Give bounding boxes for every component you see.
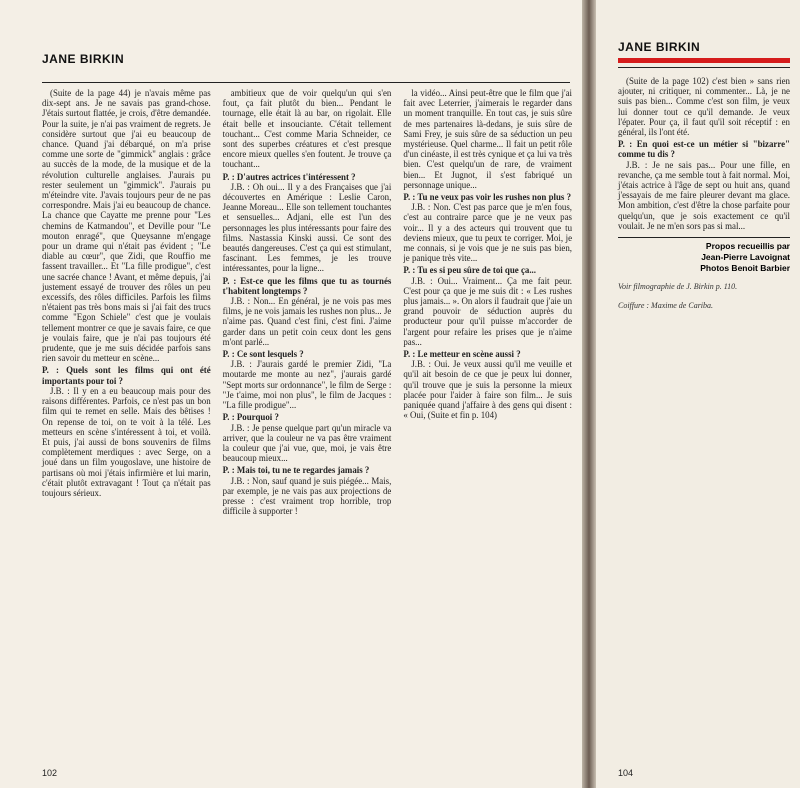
book-spine (582, 0, 596, 788)
question: P. : Ce sont lesquels ? (222, 349, 304, 360)
page-number: 102 (42, 768, 58, 778)
paragraph: ambitieux que de voir quelqu'un qui s'en fout, ça fait plutôt du bien... Pendant le tournage, elle était là au bar, on rigolait. Elle était belle et insouciante. C'était tellement touchant... C'est comme Maria Schneider, ce sont des superbes créatures et c'est presque encore mieux quelles s'en foutent. Je trouve ça touchant... (222, 88, 392, 170)
paragraph: J.B. : Oh oui... Il y a des Françaises que j'ai découvertes en Amérique : Leslie Caron, Jeanne Moreau... Elle son tellement touchantes et sensuelles... Adjani, elle est l'un des personnages les plus intéressants pour faire des films. Nastassia Kinski aussi. Ce sont des beautés dangereuses. C'est ça qui est stimulant, fascinant. Les femmes, je les trouve intéressantes, pour la ligne... (222, 181, 392, 274)
red-accent-bar (618, 58, 790, 63)
paragraph: la vidéo... Ainsi peut-être que le film que j'ai fait avec Leterrier, j'aimerais le regarder dans un moment tranquille. En tout cas, je suis sûre de mes partenaires là-dedans, je suis sûre de Sami Frey, je suis sûre de sa séduction un peu mystérieuse. Quel charme... Il fait un petit rôle d'un cinéaste, il est très cynique et ça lui va très bien. C'est quelqu'un de rare, de vraiment bien... Et Jugnot, il s'est fabriqué un personnage unique... (403, 88, 573, 190)
credits (618, 237, 790, 274)
paragraph: J.B. : Oui... Vraiment... Ça me fait peur. C'est pour ça que je me suis dit : « Les rushes plus jamais... ». On alors il faudrait que j'aie un grand pouvoir de séduction auprès du producteur pour qu'il puisse m'accorder de l'argent pour refaire les prises que je n'aime pas... (403, 275, 573, 347)
page-header: JANE BIRKIN (42, 52, 125, 66)
column-3 (403, 88, 572, 516)
credits-line: Propos recueillis par (705, 241, 790, 252)
question: P. : D'autres actrices t'intéressent ? (222, 171, 356, 182)
paragraph: J.B. : Je ne sais pas... Pour une fille, en revanche, ça me semble tout à fait normal. Moi, j'étais actrice à l'âge de sept ou huit ans, quand j'essayais de me faire pleurer devant ma glace. Mon ambition, c'est d'être la chose parfaite pour quelqu'un, que je sois exactement ce qu'il voulait. Je ne m'en sors pas si mal... (618, 159, 790, 231)
article-columns (42, 88, 572, 516)
question: P. : Le metteur en scène aussi ? (403, 349, 521, 360)
question: P. : Tu es si peu sûre de toi que ça... (403, 265, 536, 276)
question: P. : En quoi est-ce un métier si "bizarre" comme tu dis ? (618, 139, 790, 160)
paragraph: J.B. : Oui. Je veux aussi qu'il me veuille et qu'il ait besoin de ce que je peux lui donner, qu'il trouve que je suis la personne la mieux placée pour l'aider à faire son film... Je suis paniquée quand j'affaire à des gens qui disent : « Oui, (Suite et fin p. 104) (403, 359, 573, 421)
paragraph: J.B. : Il y en a eu beaucoup mais pour des raisons différentes. Parfois, ce n'est pas un bon film qui te remet en selle. Mais des bêtises ! On repense de toi, on te voit à la télé. Les metteurs en scène s'intéressent à toi, et voilà. Et puis, j'ai aussi de bons souvenirs de films complètement merdiques : avec Serge, on a joué dans un film yougoslave, une histoire de partisans où moi j'étais infirmière et lui marin, c'était plutôt extravagant ! Tout ça n'était pas toujours sérieux. (42, 385, 211, 498)
question: P. : Tu ne veux pas voir les rushes non plus ? (403, 192, 572, 203)
column-2 (223, 88, 392, 516)
article-column (618, 76, 790, 231)
column-1 (42, 88, 211, 516)
paragraph: (Suite de la page 44) je n'avais même pas dix-sept ans. Je ne savais pas grand-chose. J'étais surtout flattée, je crois, d'être demandée. Pour la suite, je n'ai pas vraiment de regrets. Je considère surtout que j'ai eu beaucoup de chance. Quand j'ai débarqué, on m'a prise comme une sorte de "gimmick" anglais : grâce au succès de la mode, de la musique et de la révolution culturelle anglaises. J'aurais pu rester seulement un "gimmick". J'aurais pu m'éteindre vite. J'avais toujours peur de ne pas correspondre. Mais j'ai eu beaucoup de chance. La chance que Cayatte me prenne pour "Les chemins de Katmandou", et Deville pour "Le mouton enragé", que Queysanne m'engage pour un drame qui n'était pas évident ; "Le diable au cœur", que Zidi, que Rouffio me fassent travailler... Et "La fille prodigue", c'est une sacrée chance ! Avant, et même depuis, j'ai justement essayé de trouver des rôles un peu excessifs, des rôles difficiles. Parfois les films n'étaient pas très bons mais si j'ai fait des trucs comme "Egon Schiele" c'est que je voulais tellement montrer ce que je savais faire, ce que je voulais faire, que je n'ai pas toujours été prudente, que je me suis décidée parfois sans rien savoir du metteur en scène... (42, 88, 211, 364)
paragraph: (Suite de la page 102) c'est bien » sans rien ajouter, ni critiquer, ni commenter... Là, je ne suis pas bien... Comme c'est son film, je veux lui donner tout ce qu'il demande. Je veux l'épater. Pour ça, il faut qu'il soit réceptif : en général, ils l'ont été. (618, 76, 790, 138)
paragraph: J.B. : Non. C'est pas parce que je m'en fous, c'est au contraire parce que je ne veux pas voir... Il y a des acteurs qui trouvent que tu deviens mieux, que tu peux te corriger. Moi, je me connais, si je vois que je ne suis pas bien, je panique très vite... (403, 202, 573, 264)
page-number: 104 (618, 768, 634, 778)
paragraph: J.B. : Non, sauf quand je suis piégée... Mais, par exemple, je ne vais pas aux projections de presse : c'est vraiment trop horrible, trop difficile à supporter ! (222, 475, 392, 517)
filmography-note: Voir filmographie de J. Birkin p. 110. (618, 282, 738, 292)
paragraph: J.B. : Je pense quelque part qu'un miracle va arriver, que la couleur ne va pas être vraiment la couleur que j'ai vue, que, moi, je vais être beaucoup mieux... (222, 422, 392, 464)
question: P. : Quels sont les films qui ont été importants pour toi ? (42, 365, 211, 386)
right-page (596, 0, 800, 788)
credits-line: Photos Benoit Barbier (700, 263, 790, 274)
credits-line: Jean-Pierre Lavoignat (701, 252, 790, 263)
header-rule (618, 67, 790, 68)
paragraph: J.B. : Non... En général, je ne vois pas mes films, je ne vois jamais les rushes non plus... Je n'aime pas. Quand c'est fini, c'est fini. J'aime garder dans un petit coin ceux dont les gens m'ont parlé... (222, 296, 392, 347)
question: P. : Mais toi, tu ne te regardes jamais ? (222, 465, 370, 476)
question: P. : Est-ce que les films que tu as tournés t'habitent longtemps ? (222, 275, 392, 296)
page-header: JANE BIRKIN (618, 40, 701, 54)
hair-note: Coiffure : Maxime de Cariba. (618, 301, 714, 311)
question: P. : Pourquoi ? (222, 412, 279, 423)
paragraph: J.B. : J'aurais gardé le premier Zidi, "La moutarde me monte au nez", j'aurais gardé "Sept morts sur ordonnance", le film de Serge : "Je t'aime, moi non plus", le film de Jacques : "La fille prodigue"... (222, 359, 392, 411)
header-rule (42, 82, 570, 83)
